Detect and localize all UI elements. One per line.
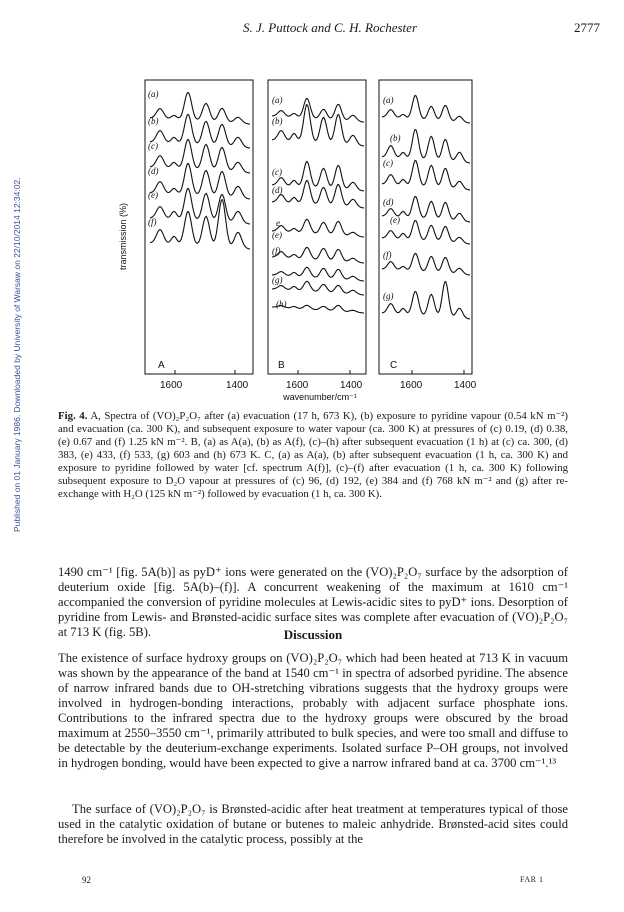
body-paragraph: The existence of surface hydroxy groups on (VO)₂P₂O₇ which had been heated at 713 K in vacuum was shown by the appearance of the band at 1540 cm⁻¹ in spectra of adsorbed pyridine. The absence of narrow infrared bands due to OH-stretching vibrations suggests that the hydroxy groups were involved in hydrogen-bonding interactions, probably with adjacent surface phosphate ions. Contributions to the infrared spectra due to the hydroxy groups were obscured by the broad maximum at 2550–3550 cm⁻¹, primarily attributed to bulk species, and were too small and diffuse to be detectable by the deuterium-exchange experiments. Isolated surface P–OH groups, not involved in hydrogen bonding, would have been expected to give a narrow infrared band at ca. 3700 cm⁻¹.¹³ [58,651,568,770]
panel-b-curve-label: (f) [272,246,281,256]
running-head: S. J. Puttock and C. H. Rochester [242,20,417,35]
panel-b-curve-label: (c) [272,167,282,177]
panel-a-curve-label: (d) [148,166,159,176]
figure-caption-text: A, Spectra of (VO)₂P₂O₇ after (a) evacuation (17 h, 673 K), (b) exposure to pyridine vapour (0.54 kN m⁻²) and evacuation (ca. 300 K), and subsequent exposure to water vapour (ca. 300 K) at pressures of (c) 0.19, (d) 0.38, (e) 0.67 and (f) 1.25 kN m⁻². B, (a) as A(a), (b) as A(f), (c)–(h) after subsequent evacuation (1 h) at (c) ca. 300, (d) 383, (e) 433, (f) 533, (g) 603 and (h) 673 K. C, (a) as A(a), (b) after subsequent evacuation (1 h, ca. 300 K) and exposure to pyridine followed by water [cf. spectrum A(f)], (c)–(f) after evacuation (1 h, ca. 300 K) following subsequent exposure to D₂O vapour at pressures of (c) 96, (d) 192, (e) 384 and (f) 768 kN m⁻² and (g) after re-exchange with H₂O (125 kN m⁻²) followed by evacuation (1 h, ca. 300 K). [58,410,568,500]
x-axis-label: wavenumber/cm⁻¹ [283,392,357,402]
panel-a-curve-label: (b) [148,116,159,126]
tick-label: 1600 [286,380,309,391]
panel-c-frame [379,80,472,374]
panel-c-curve-label: (g) [383,291,394,301]
panel-b-curve-label: (d) [272,185,283,195]
body-paragraph: The surface of (VO)₂P₂O₇ is Brønsted-acidic after heat treatment at temperatures typical of those used in the catalytic oxidation of butane or butenes to maleic anhydride. Brønsted-acid sites could therefore be involved in the catalytic process, possibly at the [58,802,568,846]
panel-b-curve-label: (g) [272,275,283,285]
panel-c-curve-label: (b) [390,133,401,143]
panel-c-curve-label: (c) [383,158,393,168]
spectrum-trace [150,93,250,125]
spectra-figure [0,0,624,410]
panel-c-curve-label: (e) [390,215,400,225]
panel-c [379,80,477,391]
panel-c-curve-label: (a) [383,95,394,105]
spectrum-trace [272,281,364,295]
section-heading: Discussion [283,627,343,642]
panel-b-curve-label: e [276,218,280,228]
tick-label: 1400 [454,380,477,391]
spectrum-trace [382,253,470,275]
figure-caption-label: Fig. 4. [58,410,88,422]
footer-page: 92 [82,875,91,885]
panel-a-curve-label: (e) [148,190,158,200]
figure-caption [58,410,568,501]
spectrum-trace [272,219,364,237]
footer-signature: FAR 1 [520,875,544,884]
panel-a [145,80,253,391]
panel-a-curve-label: (c) [148,141,158,151]
spectrum-trace [272,267,364,281]
tick-label: 1400 [226,380,249,391]
download-notice: Published on 01 January 1986. Downloaded by University of Warsaw on 22/10/2014 12:34:02. [12,177,22,533]
panel-b-curve-label: (h) [276,299,287,309]
tick-label: 1600 [160,380,183,391]
spectrum-trace [272,105,364,146]
body-paragraph: 1490 cm⁻¹ [fig. 5A(b)] as pyD⁺ ions were generated on the (VO)₂P₂O₇ surface by the adsorption of deuterium oxide [fig. 5A(b)–(f)]. A concurrent weakening of the maximum at 1610 cm⁻¹ accompanied the conversion of pyridine molecules at Lewis-acidic sites to pyD⁺ ions. Desorption of pyridine from Lewis- and Brønsted-acidic surface sites was complete after evacuation of (VO)₂P₂O₇ at 713 K (fig. 5B). [58,565,568,639]
spectrum-trace [382,96,470,124]
panel-b-curve-label: (e) [272,230,282,240]
spectrum-trace [150,140,250,174]
panel-c-curve-label: (d) [383,197,394,207]
spectrum-trace [382,161,470,191]
panel-b-letter: B [278,360,285,371]
tick-label: 1600 [400,380,423,391]
tick-label: 1400 [340,380,363,391]
panel-a-frame [145,80,253,374]
spectrum-trace [272,247,364,263]
spectrum-trace [272,98,364,122]
y-axis-label: transmission (%) [118,202,128,270]
panel-b-curve-label: (a) [272,95,283,105]
spectrum-trace [272,162,364,192]
panel-c-curve-label: (f) [383,250,392,260]
spectrum-trace [382,282,470,319]
spectrum-trace [150,189,250,224]
page-number: 2777 [574,20,600,35]
panel-a-curve-label: (a) [148,89,159,99]
panel-a-curve-label: (f) [148,217,157,227]
panel-b-curve-label: (b) [272,116,283,126]
spectrum-trace [150,200,250,249]
panel-c-letter: C [390,360,398,371]
spectrum-trace [150,164,250,199]
panel-b [268,80,366,391]
panel-a-letter: A [158,360,165,371]
